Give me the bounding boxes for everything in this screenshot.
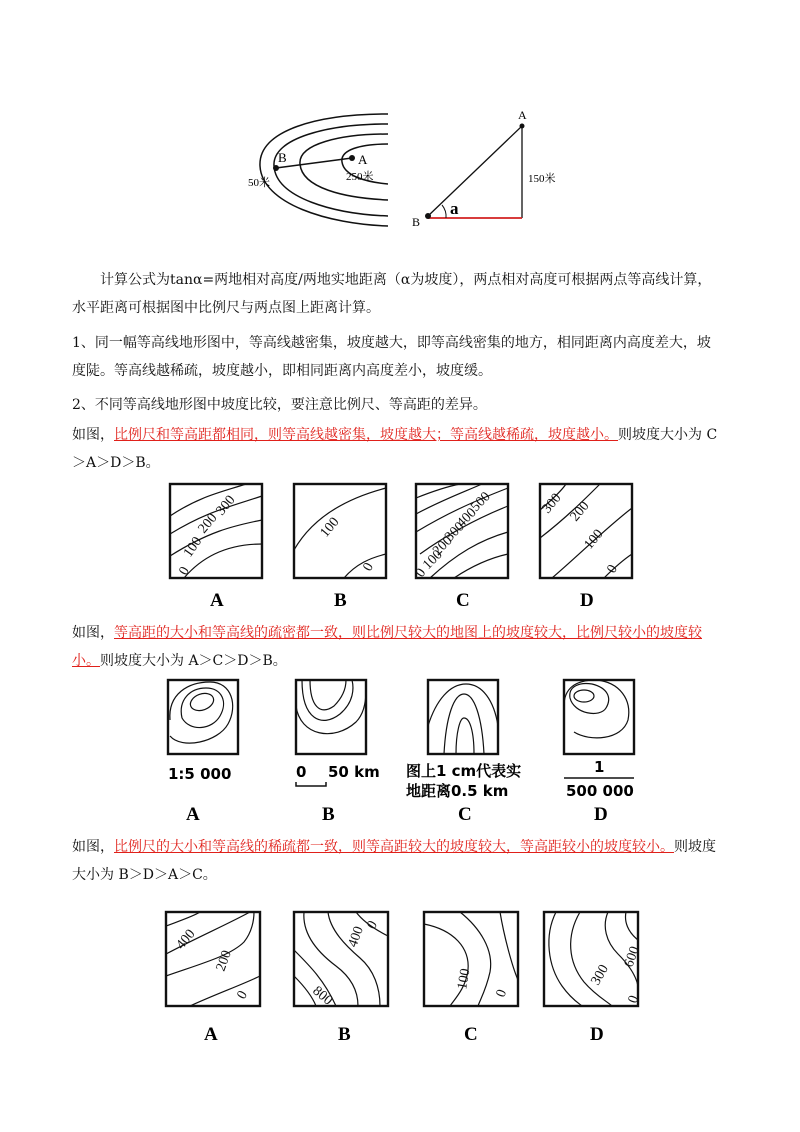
contour-label: 400 [173, 926, 199, 953]
scale-fraction-numerator: 1 [594, 758, 605, 776]
slope-angle-label: a [450, 199, 459, 218]
scale-bar-zero: 0 [296, 763, 307, 781]
contour-label: 100 [420, 547, 446, 573]
panel-caption-d: D [580, 590, 594, 611]
panel-caption-a: A [186, 804, 200, 825]
point-one-line-2: 度陡。等高线越稀疏，坡度越小，即相同距离内高度差小，坡度缓。 [72, 363, 492, 379]
contour-label: 200 [430, 533, 456, 559]
contour-250-label: 250米 [346, 171, 374, 183]
contour-50-label: 50米 [248, 177, 270, 189]
panel-caption-c: C [464, 1024, 478, 1045]
contour-label: 800 [309, 983, 336, 1009]
panel-caption-b: B [322, 804, 335, 825]
contour-label: 0 [364, 918, 381, 932]
contour-label: 0 [493, 987, 511, 1000]
point-one-line-1: 1、同一幅等高线地形图中，等高线越密集，坡度越大，即等高线密集的地方，相同距离内高度差大，坡 [72, 335, 711, 351]
contour-label: 500 [468, 489, 494, 515]
case-three-result: 大小为 B＞D＞A＞C。 [72, 867, 217, 883]
panel-caption-b: B [334, 590, 347, 611]
point-two-paragraph [72, 391, 728, 419]
point-one-paragraph [72, 329, 728, 385]
case-one-figure [160, 478, 650, 612]
triangle-a-label: A [518, 108, 527, 122]
panel-caption-c: C [458, 804, 472, 825]
case-three-figure [160, 906, 650, 1048]
contour-label: 0 [412, 565, 430, 581]
contour-label: 0 [176, 564, 193, 578]
contour-label: 400 [454, 505, 480, 531]
panel-caption-d: D [590, 1024, 604, 1045]
height-150-label: 150米 [528, 173, 556, 185]
contour-label: 300 [213, 492, 239, 519]
case-three-paragraph: 如图，比例尺的大小和等高线的稀疏都一致，则等高距较大的坡度较大，等高距较小的坡度较小。则坡度 大小为 B＞D＞A＞C。 [72, 833, 728, 889]
point-a-label: A [358, 152, 368, 167]
contour-label: 0 [604, 562, 621, 576]
scale-bar-line [296, 782, 326, 786]
point-b-label: B [278, 150, 287, 165]
case-two-highlight-end: 小。 [72, 653, 100, 669]
scale-verbal-line-1: 图上1 cm代表实 [406, 762, 522, 780]
panel-caption-b: B [338, 1024, 351, 1045]
panel-caption-a: A [210, 590, 224, 611]
contour-label: 0 [360, 560, 377, 574]
contour-label: 200 [195, 510, 221, 537]
point-two-line-1: 2、不同等高线地形图中坡度比较，要注意比例尺、等高距的差异。 [72, 397, 487, 413]
panel-caption-c: C [456, 590, 470, 611]
case-one-result: ＞A＞D＞B。 [72, 455, 160, 471]
contour-label: 300 [539, 490, 565, 517]
scale-bar-km: 50 km [328, 763, 380, 781]
contour-label: 0 [234, 988, 251, 1002]
case-two-paragraph: 如图，等高距的大小和等高线的疏密都一致，则比例尺较大的地图上的坡度较大，比例尺较小的坡度较 小。则坡度大小为 A＞C＞D＞B。 [72, 625, 702, 669]
formula-line-1: 计算公式为tanα=两地相对高度/两地实地距离（α为坡度），两点相对高度可根据两点等高线计算， [100, 272, 712, 288]
panel-caption-a: A [204, 1024, 218, 1045]
case-two-highlight: 等高距的大小和等高线的疏密都一致，则比例尺较大的地图上的坡度较大，比例尺较小的坡度较 [114, 625, 702, 641]
case-one-highlight: 比例尺和等高距都相同，则等高线越密集，坡度越大；等高线越稀疏，坡度越小。 [114, 427, 618, 443]
contour-label: 100 [180, 534, 206, 561]
formula-paragraph [72, 266, 728, 322]
contour-label: 600 [621, 944, 643, 970]
formula-line-2: 水平距离可根据图中比例尺与两点图上距离计算。 [72, 300, 380, 316]
contour-label: 400 [345, 924, 367, 950]
case-three-highlight: 比例尺的大小和等高线的稀疏都一致，则等高距较大的坡度较大，等高距较小的坡度较小。 [114, 839, 674, 855]
case-two-figure [160, 676, 650, 826]
panel-caption-d: D [594, 804, 608, 825]
contour-figure-left [248, 108, 388, 232]
case-one-paragraph: 如图，比例尺和等高距都相同，则等高线越密集，坡度越大；等高线越稀疏，坡度越小。则坡度大小为 C ＞A＞D＞B。 [72, 421, 728, 477]
contour-label: 100 [455, 967, 474, 991]
triangle-b-label: B [412, 215, 421, 229]
scale-ratio-text: 1:5 000 [168, 765, 232, 783]
slope-triangle-figure [404, 104, 584, 230]
contour-label: 200 [567, 498, 593, 525]
contour-label: 100 [317, 514, 343, 541]
scale-verbal-line-2: 地距离0.5 km [406, 782, 509, 800]
scale-fraction-denominator: 500 000 [566, 782, 634, 800]
contour-label: 100 [581, 526, 607, 553]
contour-label: 200 [213, 948, 235, 974]
contour-label: 300 [588, 962, 612, 988]
contour-label: 300 [442, 519, 468, 545]
contour-label: 0 [625, 993, 643, 1006]
